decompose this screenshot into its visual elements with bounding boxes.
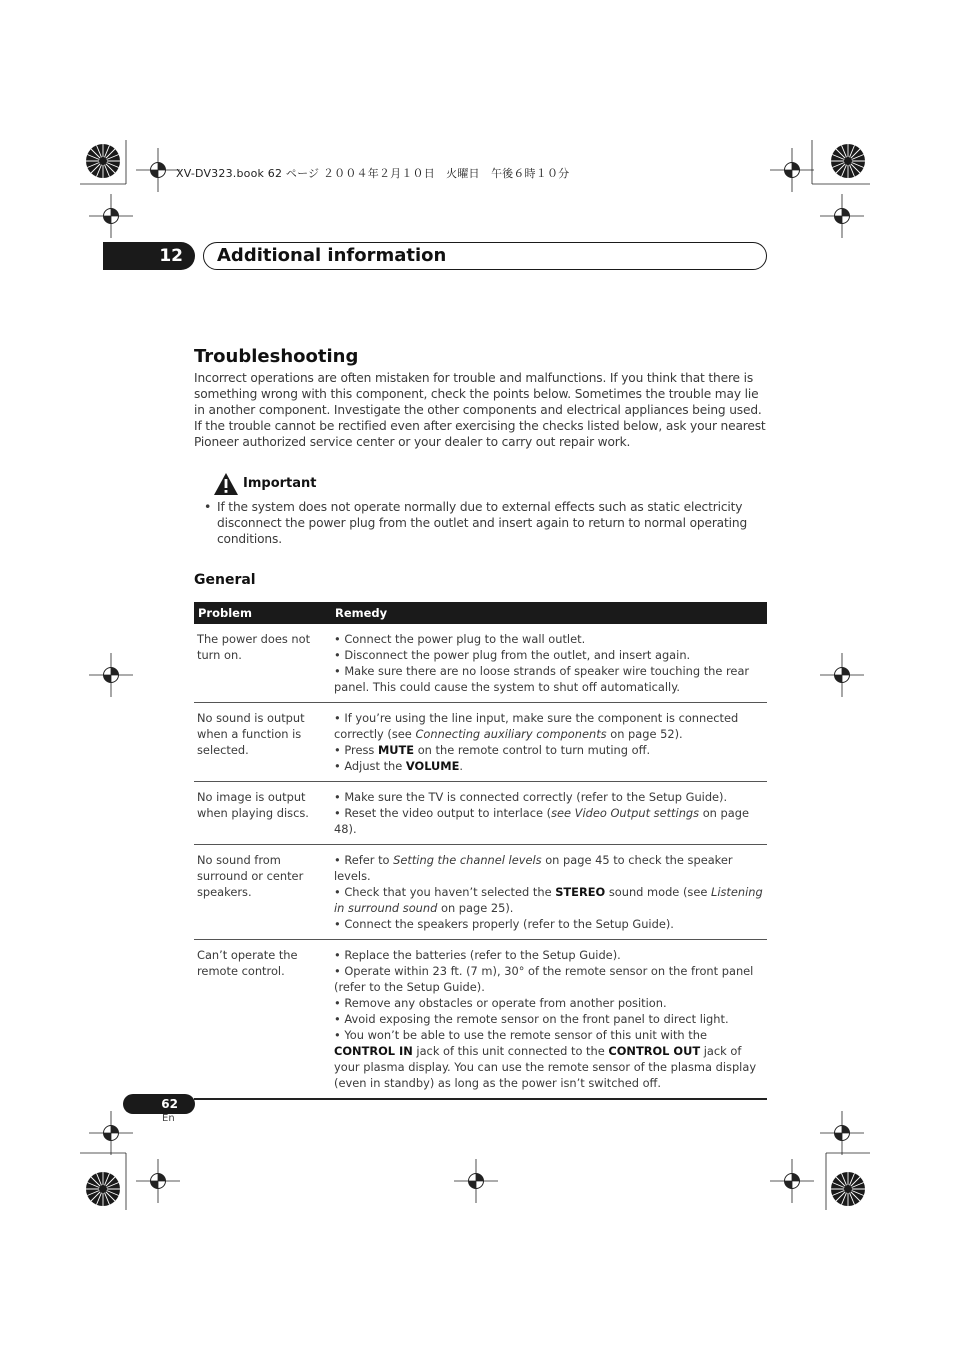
remedy-reference: Connecting auxiliary components [415,727,607,741]
remedy-cell [331,703,767,782]
remedy-text: jack of your plasma display. You can use the remote sensor of the plasma display (even in standby) as long as the power isn’t switched off. [334,1044,757,1090]
remedy-text: • Adjust the [334,759,406,773]
remedy-text: on page 48). [334,806,749,836]
remedy-emphasis: MUTE [377,743,415,757]
remedy-text: • Avoid exposing the remote sensor on the front panel to direct light. [334,1012,729,1026]
column-header-problem: Problem [194,602,331,624]
remedy-text: • Disconnect the power plug from the outlet, and insert again. [334,648,691,662]
remedy-cell [331,845,767,940]
remedy-cell [331,782,767,845]
remedy-item [334,805,764,837]
remedy-item [334,995,764,1011]
remedy-item [334,947,764,963]
important-note: If the system does not operate normally due to external effects such as static electricity disconnect the power plug from the outlet and insert again to return to normal operating conditions. [217,500,748,546]
problem-cell: No image is output when playing discs. [194,782,331,845]
remedy-text: • You won’t be able to use the remote sensor of this unit with the [334,1028,707,1042]
remedy-emphasis: CONTROL IN [334,1044,413,1058]
bullet-marker: • [204,499,212,514]
remedy-text: • If you’re using the line input, make sure the component is connected correctly (see [334,711,739,741]
table-row [194,782,767,845]
remedy-emphasis: VOLUME [405,759,460,773]
page-number: 62 [123,1094,195,1114]
problem-cell: No sound from surround or center speakers. [194,845,331,940]
warning-icon [213,472,239,496]
remedy-item [334,1011,764,1027]
chapter-number-tab: 12 [103,242,195,270]
table-header-row [194,602,767,624]
remedy-reference: see Video Output settings [551,806,700,820]
section-title: Troubleshooting [194,346,359,367]
remedy-item [334,631,764,647]
remedy-item [334,963,764,995]
remedy-text: • Refer to [334,853,394,867]
remedy-text: • Connect the power plug to the wall outlet. [334,632,586,646]
remedy-item [334,916,764,932]
remedy-item [334,742,764,758]
language-code: En [162,1113,175,1124]
table-row [194,703,767,782]
remedy-text: on the remote control to turn muting off. [414,743,651,757]
subsection-title: General [194,572,256,588]
remedy-cell [331,624,767,703]
table-row [194,624,767,703]
table-row [194,845,767,940]
remedy-item [334,884,764,916]
remedy-reference: Setting the channel levels [393,853,542,867]
remedy-text: • Make sure there are no loose strands of speaker wire touching the rear panel. This could cause the system to shut off automatically. [334,664,750,694]
remedy-item [334,1027,764,1091]
problem-cell: No sound is output when a function is selected. [194,703,331,782]
remedy-text: on page 45 to check the speaker levels. [334,853,733,883]
remedy-text: on page 25). [437,901,514,915]
remedy-text: • Reset the video output to interlace ( [334,806,552,820]
chapter-title: Additional information [217,245,447,266]
table-row [194,940,767,1100]
remedy-item [334,647,764,663]
troubleshooting-table [194,602,767,1100]
remedy-item [334,710,764,742]
remedy-text: . [459,759,464,773]
print-header: XV-DV323.book 62 ページ ２００４年２月１０日 火曜日 午後６時１０分 [176,167,570,180]
important-label: Important [243,476,317,491]
remedy-emphasis: STEREO [555,885,606,899]
remedy-reference: Listening in surround sound [334,885,763,915]
remedy-emphasis: CONTROL OUT [608,1044,701,1058]
table-body [194,624,767,1099]
remedy-text: • Connect the speakers properly (refer to the Setup Guide). [334,917,674,931]
remedy-item [334,852,764,884]
remedy-text: • Replace the batteries (refer to the Setup Guide). [334,948,621,962]
remedy-text: jack of this unit connected to the [412,1044,609,1058]
remedy-text: • Make sure the TV is connected correctly (refer to the Setup Guide). [334,790,728,804]
problem-cell: The power does not turn on. [194,624,331,703]
remedy-cell [331,940,767,1100]
remedy-item [334,663,764,695]
remedy-text: • Check that you haven’t selected the [334,885,556,899]
remedy-item [334,758,764,774]
column-header-remedy: Remedy [331,602,767,624]
intro-paragraph: Incorrect operations are often mistaken for trouble and malfunctions. If you think that there is something wrong with this component, check the points below. Sometimes the trouble may lie in another component. Investigate the other components and electrical appliances being used. If the trouble cannot be rectified even after exercising the checks listed below, ask your nearest Pioneer authorized service center or your dealer to carry out repair work. [194,371,766,449]
remedy-text: on page 52). [606,727,683,741]
remedy-text: • Remove any obstacles or operate from another position. [334,996,667,1010]
remedy-text: • Press [334,743,378,757]
problem-cell: Can’t operate the remote control. [194,940,331,1100]
remedy-item [334,789,764,805]
remedy-text: • Operate within 23 ft. (7 m), 30° of the remote sensor on the front panel (refer to the Setup Guide). [334,964,754,994]
remedy-text: sound mode (see [605,885,711,899]
